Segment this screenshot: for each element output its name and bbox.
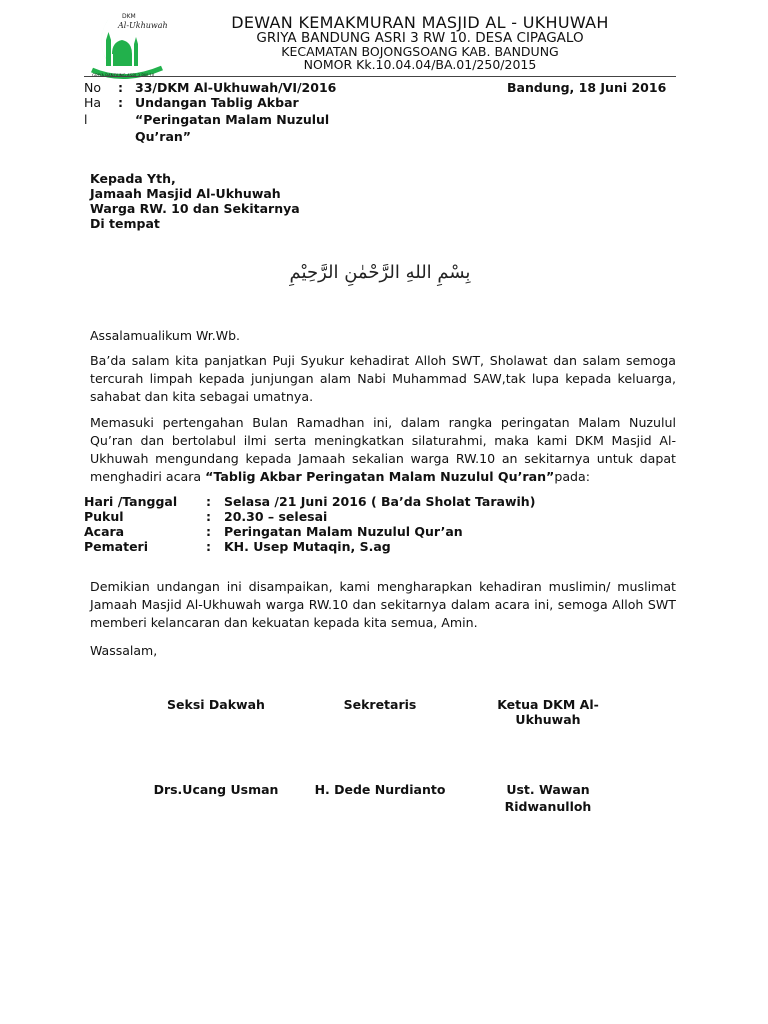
schedule-colon: : xyxy=(206,524,211,539)
org-address-line2: KECAMATAN BOJONGSOANG KAB. BANDUNG xyxy=(281,44,559,59)
schedule-value-speaker: KH. Usep Mutaqin, S.ag xyxy=(224,539,391,554)
event-title: “Tablig Akbar Peringatan Malam Nuzulul Qu’ran” xyxy=(205,469,555,484)
signature-role-dakwah: Seksi Dakwah xyxy=(167,697,265,712)
greeting: Assalamualikum Wr.Wb. xyxy=(90,328,241,343)
letter-number: 33/DKM Al-Ukhuwah/VI/2016 xyxy=(135,80,337,95)
schedule-label-time: Pukul xyxy=(84,509,124,524)
org-title: DEWAN KEMAKMURAN MASJID AL - UKHUWAH xyxy=(231,13,609,32)
signature-name-dakwah: Drs.Ucang Usman xyxy=(153,782,279,797)
logo-name-text: Al-Ukhuwah xyxy=(118,21,168,30)
schedule-colon: : xyxy=(206,539,211,554)
schedule-value-time: 20.30 – selesai xyxy=(224,509,328,524)
paragraph-invitation xyxy=(90,414,676,486)
recipient-line1: Kepada Yth, xyxy=(90,171,176,186)
schedule-label-event: Acara xyxy=(84,524,125,539)
signature-name-secretary: H. Dede Nurdianto xyxy=(314,782,446,797)
paragraph-invitation-text: Memasuki pertengahan Bulan Ramadhan ini, dalam rangka peringatan Malam Nuzulul Qu’ran dan bertolabul ilmi serta meningkatkan silaturahmi, maka kami DKM Masjid Al-Ukhuwah mengundang kepada Jamaah sekalian warga RW.10 an sekitarnya untuk dapat menghadiri acara xyxy=(90,415,676,484)
letterhead-divider xyxy=(84,76,676,77)
org-address-line1: GRIYA BANDUNG ASRI 3 RW 10. DESA CIPAGALO xyxy=(256,30,584,46)
subject-line2: “Peringatan Malam Nuzulul xyxy=(135,112,330,127)
basmalah-calligraphy: بِسْمِ اللهِ الرَّحْمٰنِ الرَّحِيْمِ xyxy=(289,262,471,283)
recipient-line2: Jamaah Masjid Al-Ukhuwah xyxy=(90,186,281,201)
closing-salutation: Wassalam, xyxy=(90,643,158,658)
subject-line3: Qu’ran” xyxy=(135,129,191,144)
schedule-value-event: Peringatan Malam Nuzulul Qur’an xyxy=(224,524,463,539)
signature-role-chairman: Ketua DKM Al-Ukhuwah xyxy=(497,697,599,727)
schedule-label-speaker: Pemateri xyxy=(84,539,149,554)
logo-ring-text: GRIYA BANDUNG ASRI 3 RW 10 xyxy=(92,73,155,78)
schedule-label-date: Hari /Tanggal xyxy=(84,494,178,509)
signature-role-secretary: Sekretaris xyxy=(343,697,417,712)
signature-name-chairman-line2: Ridwanulloh xyxy=(504,799,592,814)
subject-colon: : xyxy=(118,95,123,110)
org-registration-number: NOMOR Kk.10.04.04/BA.01/250/2015 xyxy=(303,57,537,72)
schedule-colon: : xyxy=(206,509,211,524)
no-colon: : xyxy=(118,80,123,95)
paragraph-opening: Ba’da salam kita panjatkan Puji Syukur kehadirat Alloh SWT, Sholawat dan salam semoga tercurah limpah kepada junjungan alam Nabi Muhammad SAW,tak lupa kepada keluarga, sahabat dan kita sebagai umatnya. xyxy=(90,353,676,404)
subject-label-wrap: l xyxy=(84,112,88,127)
schedule-colon: : xyxy=(206,494,211,509)
recipient-line3: Warga RW. 10 dan Sekitarnya xyxy=(90,201,300,216)
logo-top-text: DKM xyxy=(122,13,136,20)
schedule-value-date: Selasa /21 Juni 2016 ( Ba’da Sholat Tarawih) xyxy=(224,494,536,509)
paragraph-invitation-end: pada: xyxy=(554,469,591,484)
signature-name-chairman: Ust. Wawan xyxy=(506,782,590,797)
paragraph-closing: Demikian undangan ini disampaikan, kami mengharapkan kehadiran muslimin/ muslimat Jamaah Masjid Al-Ukhuwah warga RW.10 dan sekitarnya dalam acara ini, semoga Alloh SWT memberi kelancaran dan kekuatan kepada kita semua, Amin. xyxy=(90,579,676,630)
no-label: No xyxy=(84,80,101,95)
recipient-line4: Di tempat xyxy=(90,216,160,231)
subject-label: Ha xyxy=(84,95,102,110)
subject-line1: Undangan Tablig Akbar xyxy=(135,95,299,110)
letter-place-date: Bandung, 18 Juni 2016 xyxy=(507,80,667,95)
